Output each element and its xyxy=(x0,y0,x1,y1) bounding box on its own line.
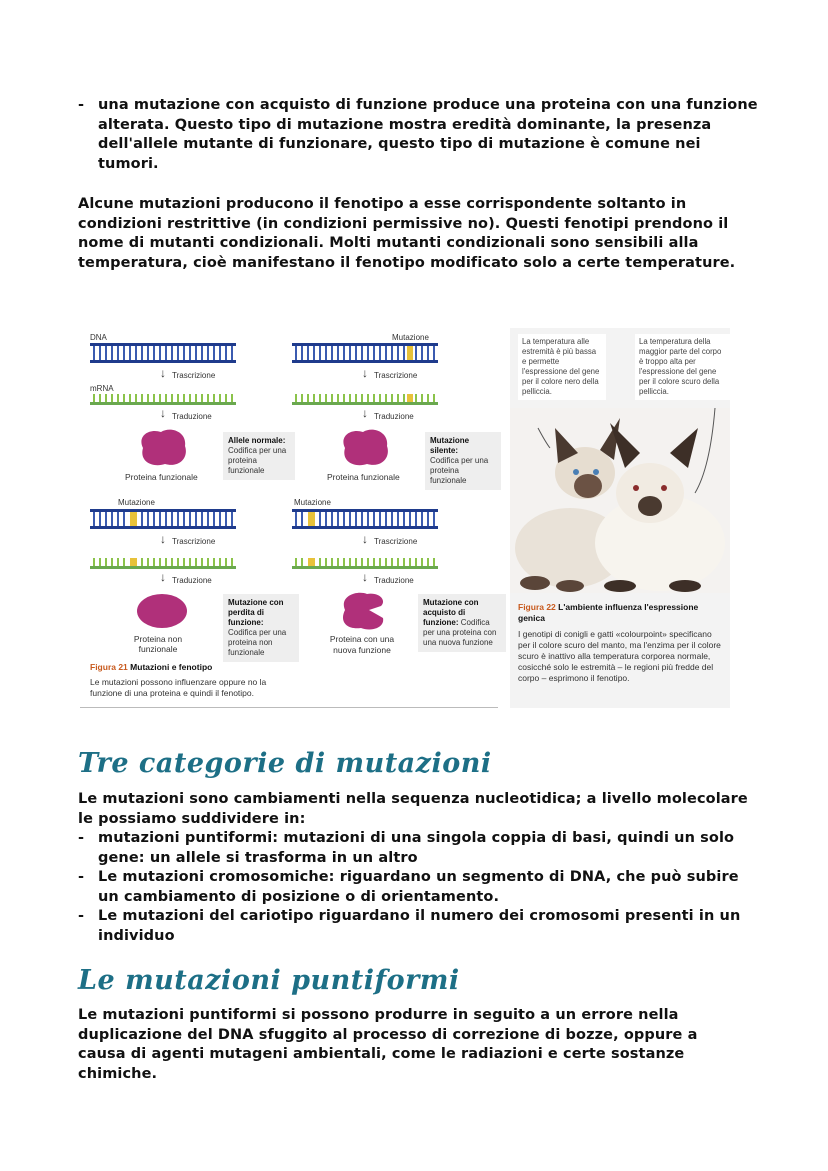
dna-strand xyxy=(90,508,236,530)
note-title: Allele normale: xyxy=(228,436,286,445)
note-title: Mutazione con perdita di funzione: xyxy=(228,598,284,627)
bullet-text: una mutazione con acquisto di funzione produce una proteina con una funzione alterata. Questo tipo di mutazione mostra eredità dominante, la presenza dell'allele mutante di funzionare, questo tipo di mutazione è comune nei tumori. xyxy=(98,97,758,172)
mrna-strand xyxy=(90,394,236,406)
dna-strand xyxy=(292,508,438,530)
note-box xyxy=(425,432,501,490)
step-translation-label: Traduzione xyxy=(374,576,414,585)
mrna-strand xyxy=(90,558,236,570)
note-title: Mutazione silente: xyxy=(430,436,470,455)
bullet-text: Le mutazioni del cariotipo riguardano il numero dei cromosomi presenti in un individuo xyxy=(98,908,741,944)
caption-figure-number: Figura 22 xyxy=(518,602,556,612)
bullet-text: Le mutazioni cromosomiche: riguardano un segmento di DNA, che può subire un cambiamento di posizione o di orientamento. xyxy=(98,869,739,905)
protein-shape xyxy=(335,590,390,632)
heading-three-categories: Tre categorie di mutazioni xyxy=(78,748,492,779)
note-text: Codifica per una proteina con una nuova funzione xyxy=(423,618,497,647)
protein-label: Proteina funzionale xyxy=(125,472,198,482)
dna-label: DNA xyxy=(90,333,107,342)
paragraph-point-mutations: Le mutazioni puntiformi si possono produrre in seguito a un errore nella duplicazione del DNA sfuggito al processo di correzione di bozze, oppure a causa di agenti mutageni ambientali, come le radiazioni e certe sostanze chimiche. xyxy=(78,1007,698,1082)
protein-shape xyxy=(337,428,392,468)
arrow-down-icon: ↓ xyxy=(362,406,368,420)
protein-shape xyxy=(135,428,190,468)
paragraph-categories-intro: Le mutazioni sono cambiamenti nella sequenza nucleotidica; a livello molecolare le possiamo suddividere in: xyxy=(78,791,748,827)
bullet-karyotype-mutations xyxy=(78,907,758,946)
bullet-chromosomal-mutations xyxy=(78,868,758,907)
step-transcription-label: Trascrizione xyxy=(374,537,418,546)
quadrant-normal-allele xyxy=(80,328,285,503)
paragraph-conditional-mutants: Alcune mutazioni producono il fenotipo a esse corrispondente soltanto in condizioni restrittive (in condizioni permissive no). Questi fenotipi prendono il nome di mutanti condizionali. Molti mutanti condizionali sono sensibili alla temperatura, cioè manifestano il fenotipo modificato solo a certe temperature. xyxy=(78,196,736,271)
quadrant-loss-of-function xyxy=(80,496,285,671)
quadrant-gain-of-function xyxy=(292,496,497,671)
step-transcription-label: Trascrizione xyxy=(172,537,216,546)
note-title: Mutazione con acquisto di funzione: xyxy=(423,598,479,627)
cat-and-rabbit-photo xyxy=(510,408,730,593)
bullet-dash: - xyxy=(78,869,85,885)
bullet-point-mutations xyxy=(78,829,758,868)
figure-22-environment-expression xyxy=(510,328,730,708)
caption-title: Mutazioni e fenotipo xyxy=(130,662,213,672)
figure-21-mutations-phenotype xyxy=(80,328,498,708)
step-translation-label: Traduzione xyxy=(374,412,414,421)
arrow-down-icon: ↓ xyxy=(362,532,368,546)
mutation-label: Mutazione xyxy=(118,498,155,507)
note-box xyxy=(223,432,295,480)
arrow-down-icon: ↓ xyxy=(160,532,166,546)
bullet-dash: - xyxy=(78,830,85,846)
mrna-label: mRNA xyxy=(90,384,114,393)
step-translation-label: Traduzione xyxy=(172,412,212,421)
arrow-down-icon: ↓ xyxy=(362,366,368,380)
callout-right: La temperatura della maggior parte del corpo è troppo alta per l'espressione del gene per il colore scuro della pelliccia. xyxy=(635,334,731,400)
callout-left: La temperatura alle estremità è più bassa e permette l'espressione del gene per il colore nero della pelliccia. xyxy=(518,334,606,400)
note-box xyxy=(223,594,299,662)
bullet-gain-of-function xyxy=(78,96,758,174)
note-box xyxy=(418,594,506,652)
note-text: Codifica per una proteina non funzionale xyxy=(228,628,287,657)
step-transcription-label: Trascrizione xyxy=(172,371,216,380)
arrow-down-icon: ↓ xyxy=(362,570,368,584)
figure-21-caption xyxy=(90,662,290,699)
arrow-down-icon: ↓ xyxy=(160,570,166,584)
arrow-down-icon: ↓ xyxy=(160,366,166,380)
protein-label: Proteina non funzionale xyxy=(133,634,183,654)
heading-point-mutations: Le mutazioni puntiformi xyxy=(78,965,460,996)
step-translation-label: Traduzione xyxy=(172,576,212,585)
protein-shape xyxy=(135,591,190,631)
bullet-dash: - xyxy=(78,97,85,113)
bullet-text: mutazioni puntiformi: mutazioni di una singola coppia di basi, quindi un solo gene: un allele si trasforma in un altro xyxy=(98,830,735,866)
protein-label: Proteina funzionale xyxy=(327,472,400,482)
note-text: Codifica per una proteina funzionale xyxy=(430,456,489,485)
arrow-down-icon: ↓ xyxy=(160,406,166,420)
mrna-strand xyxy=(292,558,438,570)
caption-title: L'ambiente influenza l'espressione genica xyxy=(518,602,699,623)
figure-divider xyxy=(80,707,498,708)
quadrant-silent-mutation xyxy=(292,328,497,503)
mutation-label: Mutazione xyxy=(392,333,429,342)
figure-22-caption xyxy=(518,602,723,684)
mutation-label: Mutazione xyxy=(294,498,331,507)
caption-text: I genotipi di conigli e gatti «colourpoint» specificano per il colore scuro del manto, ma l'enzima per il colore scuro è inattivo alla temperatura corporea normale, cosicché solo le estremità – le regioni più fredde del corpo – esprimono il fenotipo. xyxy=(518,629,721,683)
protein-label: Proteina con una nuova funzione xyxy=(329,634,395,655)
dna-strand xyxy=(292,342,438,364)
step-transcription-label: Trascrizione xyxy=(374,371,418,380)
caption-text: Le mutazioni possono influenzare oppure no la funzione di una proteina e quindi il fenotipo. xyxy=(90,677,267,698)
mrna-strand xyxy=(292,394,438,406)
dna-strand xyxy=(90,342,236,364)
bullet-dash: - xyxy=(78,908,85,924)
caption-figure-number: Figura 21 xyxy=(90,662,128,672)
note-text: Codifica per una proteina funzionale xyxy=(228,446,287,475)
